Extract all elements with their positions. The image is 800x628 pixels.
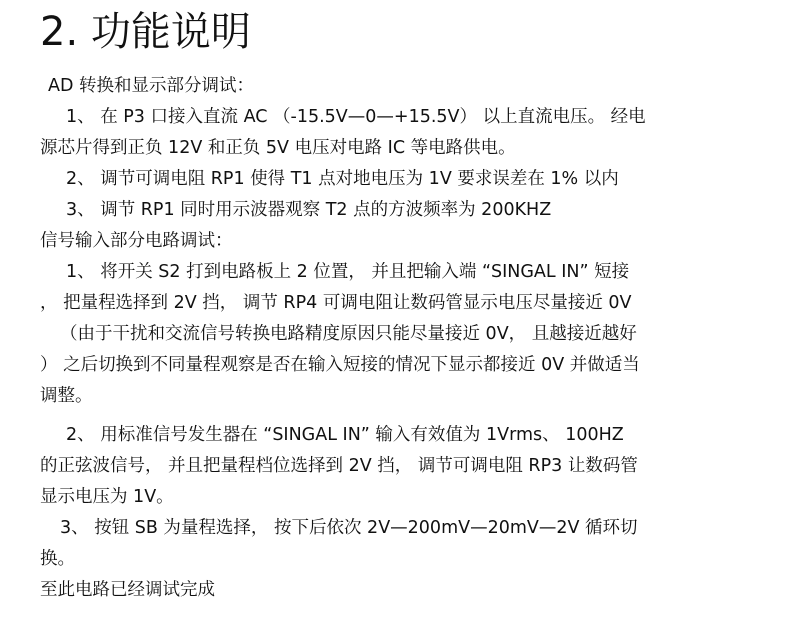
text-line-signal-step1-cont4: 调整。 — [40, 386, 93, 406]
text-line-signal-step1-cont2: （由于干扰和交流信号转换电路精度原因只能尽量接近 0V， 且越接近越好 — [60, 324, 637, 344]
text-line-signal-step1: 1、 将开关 S2 打到电路板上 2 位置， 并且把输入端 “SINGAL IN” 短接 — [66, 262, 630, 282]
text-line-ad-step1: 1、 在 P3 口接入直流 AC （-15.5V—0—+15.5V） 以上直流电压。 经电 — [66, 107, 646, 127]
text-line-signal-step2: 2、 用标准信号发生器在 “SINGAL IN” 输入有效值为 1Vrms、 100HZ — [66, 425, 624, 445]
text-line-conclusion: 至此电路已经调试完成 — [40, 580, 215, 600]
text-line-ad-step1-cont: 源芯片得到正负 12V 和正负 5V 电压对电路 IC 等电路供电。 — [40, 138, 516, 158]
text-line-signal-step2-cont2: 显示电压为 1V。 — [40, 487, 174, 507]
text-line-ad-step2: 2、 调节可调电阻 RP1 使得 T1 点对地电压为 1V 要求误差在 1% 以内 — [66, 169, 619, 189]
text-line-signal-heading: 信号输入部分电路调试： — [40, 231, 233, 251]
text-line-ad-step3: 3、 调节 RP1 同时用示波器观察 T2 点的方波频率为 200KHZ — [66, 200, 552, 220]
text-line-signal-step1-cont1: ， 把量程选择到 2V 挡， 调节 RP4 可调电阻让数码管显示电压尽量接近 0V — [40, 293, 632, 313]
text-line-signal-step2-cont1: 的正弦波信号， 并且把量程档位选择到 2V 挡， 调节可调电阻 RP3 让数码管 — [40, 456, 638, 476]
text-line-signal-step3-cont: 换。 — [40, 549, 75, 569]
section-title: 2. 功能说明 — [40, 9, 251, 55]
text-line-ad-heading: AD 转换和显示部分调试： — [48, 76, 255, 96]
text-line-signal-step1-cont3: ） 之后切换到不同量程观察是否在输入短接的情况下显示都接近 0V 并做适当 — [40, 355, 640, 375]
text-line-signal-step3: 3、 按钮 SB 为量程选择， 按下后依次 2V—200mV—20mV—2V 循环切 — [60, 518, 638, 538]
